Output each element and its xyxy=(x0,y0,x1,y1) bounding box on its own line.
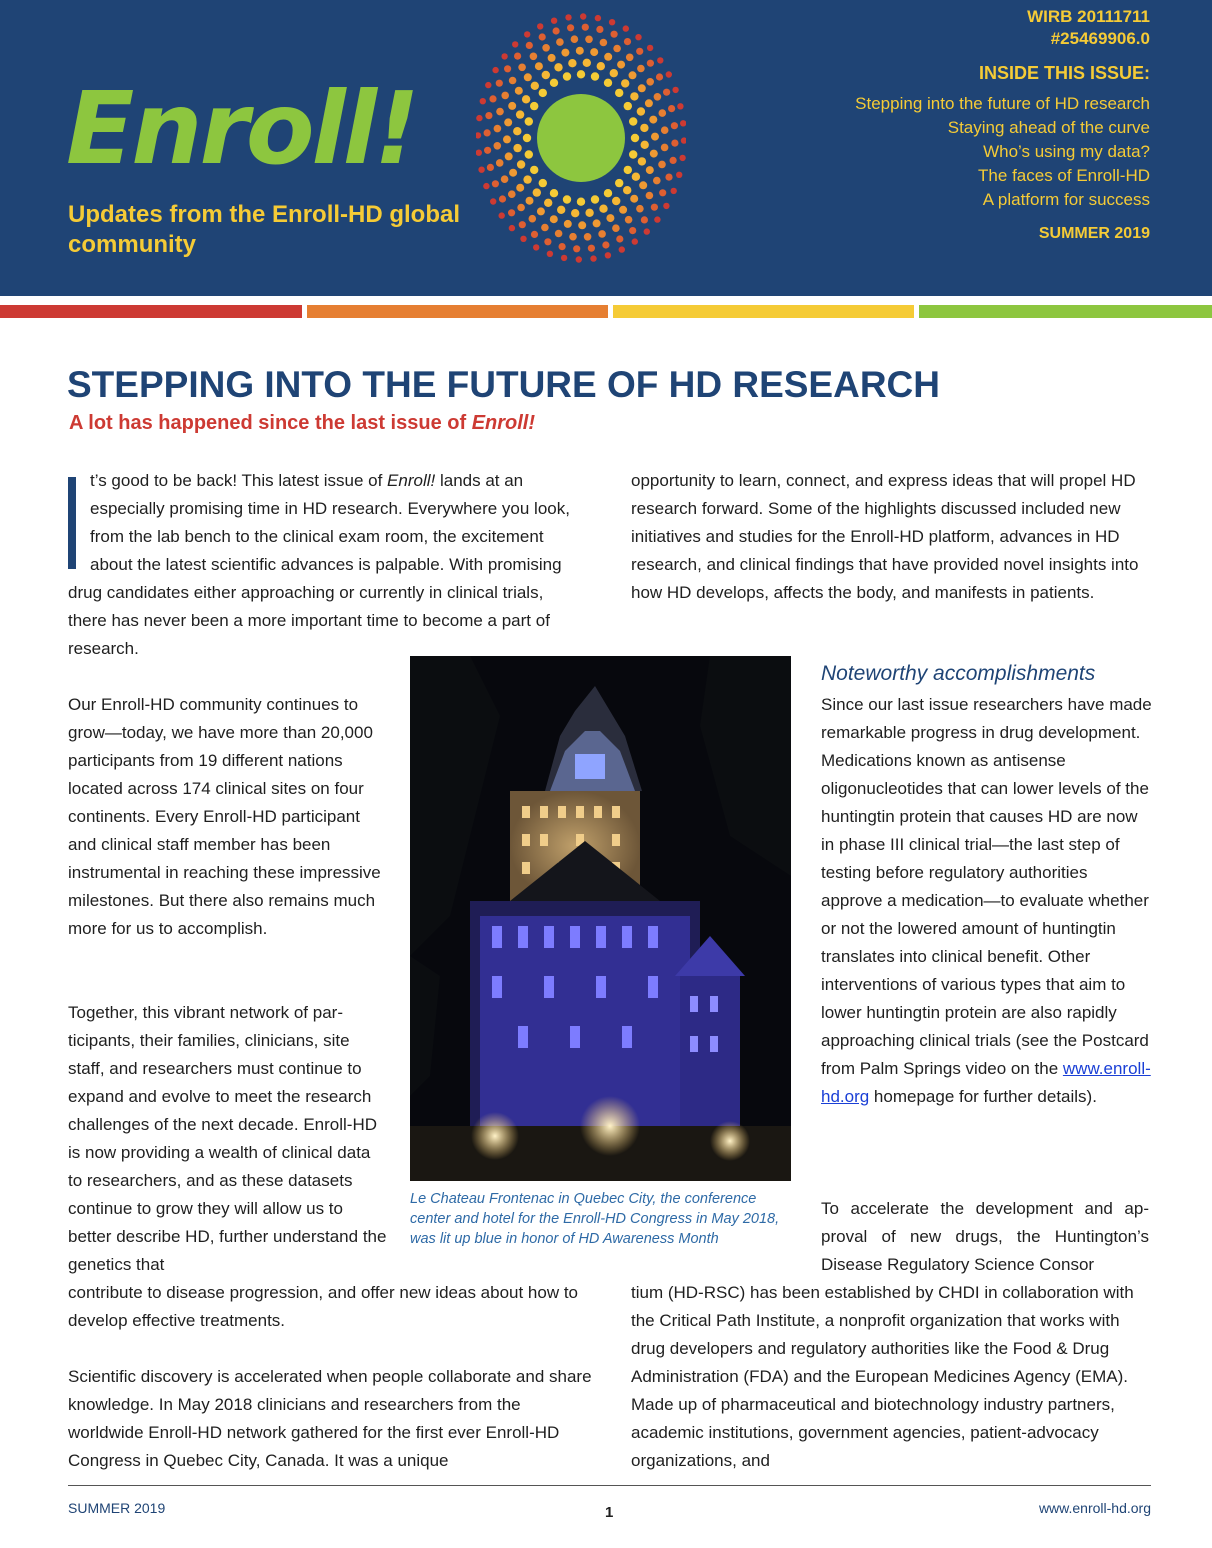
sunburst-dot xyxy=(530,102,538,110)
sunburst-dot xyxy=(647,45,653,51)
sunburst-dot xyxy=(476,115,482,121)
subtitle-emphasis: Enroll! xyxy=(471,412,536,434)
sunburst-dot xyxy=(666,71,672,77)
sunburst-dot xyxy=(661,144,669,152)
sunburst-dot xyxy=(638,157,646,165)
sunburst-dot xyxy=(637,107,645,115)
regulatory-paragraph-narrow: To accelerate the development and approval of new drugs, the Huntington’s Disease Regulatory Science Consor xyxy=(821,1199,1149,1274)
sunburst-dot xyxy=(637,65,645,73)
sunburst-dot xyxy=(606,214,614,222)
sunburst-dot xyxy=(658,161,666,169)
sunburst-dot xyxy=(556,38,564,46)
sunburst-dot xyxy=(503,135,511,143)
sunburst-dot xyxy=(656,73,663,80)
page-number: 1 xyxy=(605,1504,614,1521)
sunburst-dot xyxy=(508,102,516,110)
sunburst-dot xyxy=(578,221,586,229)
accomplishments-paragraph xyxy=(821,691,1153,1111)
footer-website[interactable]: www.enroll-hd.org xyxy=(1038,1500,1151,1516)
sunburst-dot xyxy=(615,89,623,97)
sunburst-dot xyxy=(641,216,648,223)
intro-text-b: lands at an especially promising time in HD research. Everywhere you look, from the lab bench to the clinical exam room, the excitement about the latest scientific advances is palpable. With promising drug candidates either approaching or currently in clinical trials, there has never been a more important time to become a part of research. xyxy=(68,471,570,658)
sunburst-dot xyxy=(670,157,677,164)
sunburst-dot xyxy=(504,65,511,72)
sunburst-dot xyxy=(576,256,582,262)
sunburst-dot xyxy=(615,179,623,187)
sunburst-dot xyxy=(626,54,634,62)
sunburst-dot xyxy=(526,42,533,49)
sunburst-dot xyxy=(617,61,625,69)
sunburst-dot xyxy=(561,255,567,261)
sunburst-dot xyxy=(619,206,627,214)
sunburst-dot xyxy=(665,174,672,181)
sunburst-dot xyxy=(646,78,654,86)
color-stripe-orange xyxy=(307,305,608,318)
sunburst-dot xyxy=(509,225,515,231)
sunburst-dot xyxy=(676,172,682,178)
toc-item[interactable]: Staying ahead of the curve xyxy=(947,118,1150,137)
sunburst-dot xyxy=(544,199,552,207)
sunburst-dot xyxy=(476,132,481,138)
sunburst-dot xyxy=(490,198,496,204)
sunburst-dot xyxy=(629,227,636,234)
toc-item[interactable]: Who’s using my data? xyxy=(983,142,1150,161)
sunburst-dot xyxy=(623,25,629,31)
sunburst-dot xyxy=(523,134,531,142)
sunburst-dot xyxy=(636,205,644,213)
sunburst-dot xyxy=(533,188,541,196)
sunburst-dot xyxy=(509,77,517,85)
sunburst-dot xyxy=(599,205,607,213)
sunburst-dot xyxy=(609,19,615,25)
sunburst-dot xyxy=(542,71,550,79)
collaboration-paragraph: Scientific discovery is accelerated when people collaborate and share knowledge. In May 2018 clinicians and researchers from the worldwide Enroll-HD network gathered for the first ever Enroll-HD Congress in Quebec City, Canada. It was a unique xyxy=(68,1367,592,1470)
masthead xyxy=(0,0,1212,296)
sunburst-dot xyxy=(499,212,505,218)
sunburst-dot xyxy=(671,122,678,129)
sunburst-dot xyxy=(517,160,525,168)
sunburst-dot xyxy=(624,38,631,45)
sunburst-dot xyxy=(679,155,685,161)
sunburst-dot xyxy=(659,189,666,196)
sunburst-dot xyxy=(653,177,661,185)
sunburst-dot xyxy=(619,246,625,252)
sunburst-dot xyxy=(565,14,571,20)
sunburst-dot xyxy=(529,215,537,223)
sunburst-dot xyxy=(631,134,639,142)
sunburst-dot xyxy=(654,216,660,222)
footer-rule xyxy=(68,1485,1151,1486)
network-paragraph-narrow: Together, this vibrant network of participants, their families, clinicians, site staff, and researchers must continue to expand and evolve to meet the research challenges of the next decade. Enroll-HD is now providing a wealth of clinical data to researchers, and as these datasets continue to grow they will allow us to better describe HD, further understand the genetics that xyxy=(68,1003,387,1274)
sunburst-dot xyxy=(509,169,517,177)
sunburst-dot xyxy=(629,150,637,158)
sunburst-dot xyxy=(630,195,638,203)
sunburst-center xyxy=(537,94,625,182)
sunburst-dot xyxy=(489,95,496,102)
sunburst-dot xyxy=(580,13,586,19)
sunburst-dot xyxy=(577,198,585,206)
sunburst-dot xyxy=(551,18,557,24)
sunburst-dot xyxy=(611,31,618,38)
color-stripe-red xyxy=(0,305,302,318)
sunburst-dot xyxy=(588,245,595,252)
sunburst-dot xyxy=(663,203,669,209)
sunburst-dot xyxy=(604,79,612,87)
sunburst-dot xyxy=(636,48,643,55)
sunburst-dot xyxy=(525,117,533,125)
sunburst-dot xyxy=(632,238,638,244)
sunburst-dot xyxy=(516,184,524,192)
sunburst-dot xyxy=(661,126,669,134)
sunburst-dot xyxy=(478,167,484,173)
photo-caption: Le Chateau Frontenac in Quebec City, the conference center and hotel for the Enroll-HD Congress in May 2018, was lit up blue in honor of HD Awareness Month xyxy=(410,1191,780,1247)
sunburst-dot xyxy=(635,34,641,40)
sunburst-dot xyxy=(508,209,515,216)
sunburst-dot xyxy=(557,206,565,214)
sunburst-dot xyxy=(522,95,530,103)
sunburst-dot xyxy=(563,72,571,80)
sunburst-dot xyxy=(525,150,533,158)
drop-cap xyxy=(68,477,76,569)
sunburst-dot xyxy=(524,73,532,81)
sunburst-dot xyxy=(513,127,521,135)
sunburst-dot xyxy=(513,144,521,152)
sunburst-dot xyxy=(591,195,599,203)
sunburst-dot xyxy=(517,204,525,212)
sunburst-dot xyxy=(553,27,560,34)
article-subtitle xyxy=(69,410,535,436)
sunburst-dot xyxy=(657,57,663,63)
sunburst-dot xyxy=(641,141,649,149)
sunburst-dot xyxy=(484,129,491,136)
sunburst-dot xyxy=(561,49,569,57)
sunburst-dot xyxy=(541,224,549,232)
sunburst-dot xyxy=(612,224,620,232)
sunburst-dot xyxy=(550,79,558,87)
sunburst-dot xyxy=(504,118,512,126)
sunburst-dot xyxy=(638,84,646,92)
sunburst-dot xyxy=(630,92,638,100)
sunburst-dot xyxy=(593,219,601,227)
sunburst-logo-graphic xyxy=(476,8,686,268)
sunburst-dot xyxy=(508,190,516,198)
subtitle-text: A lot has happened since the last issue of xyxy=(69,412,472,434)
sunburst-dot xyxy=(496,108,504,116)
sunburst-dot xyxy=(597,62,605,70)
sunburst-dot xyxy=(483,183,489,189)
sunburst-dot xyxy=(539,33,546,40)
sunburst-dot xyxy=(590,48,598,56)
sunburst-dot xyxy=(600,39,608,47)
sunburst-dot xyxy=(623,186,631,194)
chateau-frontenac-photo xyxy=(410,656,791,1181)
sunburst-dot xyxy=(518,64,526,72)
sunburst-dot xyxy=(671,140,678,147)
accomplishments-text-a: Since our last issue researchers have made remarkable progress in drug development. Medications known as antisense oligonucleotides that can lower levels of the huntingtin protein that causes HD are now in phase III clinical trial—the last step of testing before regulatory authorities approve a medication—to evaluate whether or not the lowered amount of huntingtin translates into clinical benefit. Other interventions of various types that aim to lower huntingtin protein are also rapidly approaching clinical trials (see the Postcard from Palm Springs video on the xyxy=(821,695,1152,1078)
sunburst-dot xyxy=(533,244,539,250)
table-of-contents xyxy=(855,92,1150,212)
sunburst-dot xyxy=(625,216,633,224)
sunburst-dot xyxy=(492,67,498,73)
sunburst-dot xyxy=(501,53,507,59)
sunburst-dot xyxy=(624,166,632,174)
sunburst-dot xyxy=(576,47,584,55)
sunburst-dot xyxy=(564,220,572,228)
sunburst-dot xyxy=(591,72,599,80)
sunburst-dot xyxy=(668,105,675,112)
sunburst-dot xyxy=(505,152,513,160)
toc-item[interactable]: A platform for success xyxy=(982,190,1150,209)
sunburst-dot xyxy=(539,179,547,187)
sunburst-dot xyxy=(677,103,683,109)
article-title: STEPPING INTO THE FUTURE OF HD RESEARCH xyxy=(67,364,940,405)
sunburst-dot xyxy=(550,215,558,223)
sunburst-dot xyxy=(537,23,543,29)
regulatory-paragraph-wide: tium (HD-RSC) has been established by CHDI in collaboration with the Critical Path Institute, a nonprofit organization that works with drug developers and regulatory authorities like the Food & Drug Administration (FDA) and the European Medicines Agency (EMA). Made up of pharmaceutical and biotechnology industry partners, academic institutions, government agencies, patient-advocacy organizations, and xyxy=(631,1283,1134,1470)
sunburst-dot xyxy=(650,150,658,158)
sunburst-dot xyxy=(590,255,596,261)
sunburst-dot xyxy=(602,241,609,248)
sunburst-dot xyxy=(613,45,621,53)
inside-issue-heading: INSIDE THIS ISSUE: xyxy=(978,63,1150,83)
sunburst-dot xyxy=(583,59,591,67)
sunburst-dot xyxy=(612,197,620,205)
sunburst-dot xyxy=(494,142,502,150)
sunburst-dot xyxy=(530,53,538,61)
sunburst-dot xyxy=(647,60,654,67)
sunburst-dot xyxy=(646,166,654,174)
sunburst-dot xyxy=(519,221,526,228)
sunburst-dot xyxy=(563,195,571,203)
sunburst-dot xyxy=(569,233,577,241)
congress-paragraph: opportunity to learn, connect, and express ideas that will propel HD research forward. Some of the highlights discussed included new initiatives and studies for the Enroll-HD platform, advances in HD research, and clinical findings that have provided novel insights into how HD develops, affects the body, and manifests in patients. xyxy=(631,471,1139,602)
sunburst-dot xyxy=(598,230,606,238)
accomplishments-text-b: homepage for further details). xyxy=(869,1087,1097,1106)
sunburst-dot xyxy=(604,53,612,61)
wirb-number xyxy=(1027,6,1150,50)
sunburst-dot xyxy=(585,209,593,217)
sunburst-dot xyxy=(571,209,579,217)
sunburst-dot xyxy=(555,230,563,238)
sunburst-dot xyxy=(550,189,558,197)
network-paragraph-wide: contribute to disease progression, and offer new ideas about how to develop effective treatments. xyxy=(68,1283,579,1330)
sunburst-dot xyxy=(629,71,637,79)
sunburst-dot xyxy=(651,133,659,141)
wirb-line-2: #25469906.0 xyxy=(1050,29,1150,48)
sunburst-dot xyxy=(585,36,593,44)
sunburst-dot xyxy=(514,53,521,60)
sunburst-dot xyxy=(582,24,589,31)
footer-issue-date: SUMMER 2019 xyxy=(68,1500,166,1516)
sunburst-dot xyxy=(512,41,518,47)
sunburst-dot xyxy=(501,175,509,183)
sunburst-dot xyxy=(629,117,637,125)
sunburst-dot xyxy=(554,63,562,71)
sunburst-dot xyxy=(645,99,653,107)
sunburst-dot xyxy=(539,89,547,97)
sunburst-dot xyxy=(644,228,650,234)
sunburst-dot xyxy=(624,102,632,110)
sunburst-dot xyxy=(640,124,648,132)
sunburst-dot xyxy=(494,125,502,133)
color-stripe-yellow xyxy=(613,305,914,318)
sunburst-dot xyxy=(596,26,603,33)
wirb-line-1: WIRB 20111711 xyxy=(1027,7,1150,26)
sunburst-dot xyxy=(573,245,580,252)
sunburst-dot xyxy=(671,188,677,194)
sunburst-dot xyxy=(621,79,629,87)
sunburst-dot xyxy=(524,31,530,37)
sunburst-dot xyxy=(559,243,566,250)
sunburst-dot xyxy=(537,207,545,215)
sunburst-dot xyxy=(604,189,612,197)
sunburst-dot xyxy=(663,89,670,96)
sunburst-dot xyxy=(577,70,585,78)
enroll-hd-link[interactable]: www.enroll-hd.org xyxy=(821,1059,1151,1106)
sunburst-dot xyxy=(542,44,550,52)
sunburst-dot xyxy=(523,175,531,183)
community-paragraph: Our Enroll-HD community continues to grow—today, we have more than 20,000 participants from 19 different nations located across 174 clinical sites on four continents. Every Enroll-HD participant and clinical staff member has been instrumental in reaching these impressive milestones. But there also remains much more for us to accomplish. xyxy=(68,695,381,938)
sunburst-dot xyxy=(680,120,686,126)
sunburst-dot xyxy=(526,197,534,205)
sunburst-dot xyxy=(516,110,524,118)
sunburst-dot xyxy=(610,69,618,77)
newsletter-logo: Enroll! xyxy=(66,70,417,187)
sunburst-dot xyxy=(544,238,551,245)
sunburst-dot xyxy=(530,166,538,174)
sunburst-dot xyxy=(484,147,491,154)
sunburst-dot xyxy=(547,251,553,257)
sunburst-dot xyxy=(616,235,623,242)
sunburst-dot xyxy=(501,92,509,100)
sunburst-dot xyxy=(681,137,686,143)
sunburst-dot xyxy=(520,236,526,242)
toc-item[interactable]: The faces of Enroll-HD xyxy=(978,166,1150,185)
section-subheading: Noteworthy accomplishments xyxy=(821,662,1096,685)
sunburst-dot xyxy=(584,233,592,241)
sunburst-dot xyxy=(535,62,543,70)
sunburst-dot xyxy=(571,35,579,43)
sunburst-dot xyxy=(476,150,482,156)
sunburst-dot xyxy=(487,164,494,171)
sunburst-dot xyxy=(531,231,538,238)
sunburst-dot xyxy=(654,93,662,101)
sunburst-dot xyxy=(605,252,611,258)
intro-emphasis: Enroll! xyxy=(387,471,436,490)
sunburst-dot xyxy=(649,116,657,124)
sunburst-dot xyxy=(485,112,492,119)
sunburst-dot xyxy=(496,159,504,167)
sunburst-dot xyxy=(531,82,539,90)
sunburst-dot xyxy=(595,15,601,21)
sunburst-dot xyxy=(639,181,647,189)
sunburst-dot xyxy=(480,98,486,104)
intro-paragraph xyxy=(68,467,580,663)
sunburst-dot xyxy=(672,87,678,93)
sunburst-dot xyxy=(632,173,640,181)
sunburst-dot xyxy=(567,24,574,31)
sunburst-dot xyxy=(499,195,506,202)
sunburst-dot xyxy=(646,192,654,200)
sunburst-dot xyxy=(651,204,658,211)
issue-date: SUMMER 2019 xyxy=(1038,225,1150,242)
sunburst-dot xyxy=(492,180,499,187)
sunburst-dot xyxy=(485,82,491,88)
intro-text-a: t’s good to be back! This latest issue of xyxy=(90,471,388,490)
newsletter-tagline: Updates from the Enroll-HD global community xyxy=(68,201,461,258)
color-stripe-green xyxy=(919,305,1212,318)
sunburst-dot xyxy=(568,59,576,67)
sunburst-dot xyxy=(548,54,556,62)
sunburst-dot xyxy=(496,80,503,87)
toc-item[interactable]: Stepping into the future of HD research xyxy=(855,94,1150,113)
sunburst-dot xyxy=(659,109,667,117)
sunburst-dot xyxy=(515,87,523,95)
